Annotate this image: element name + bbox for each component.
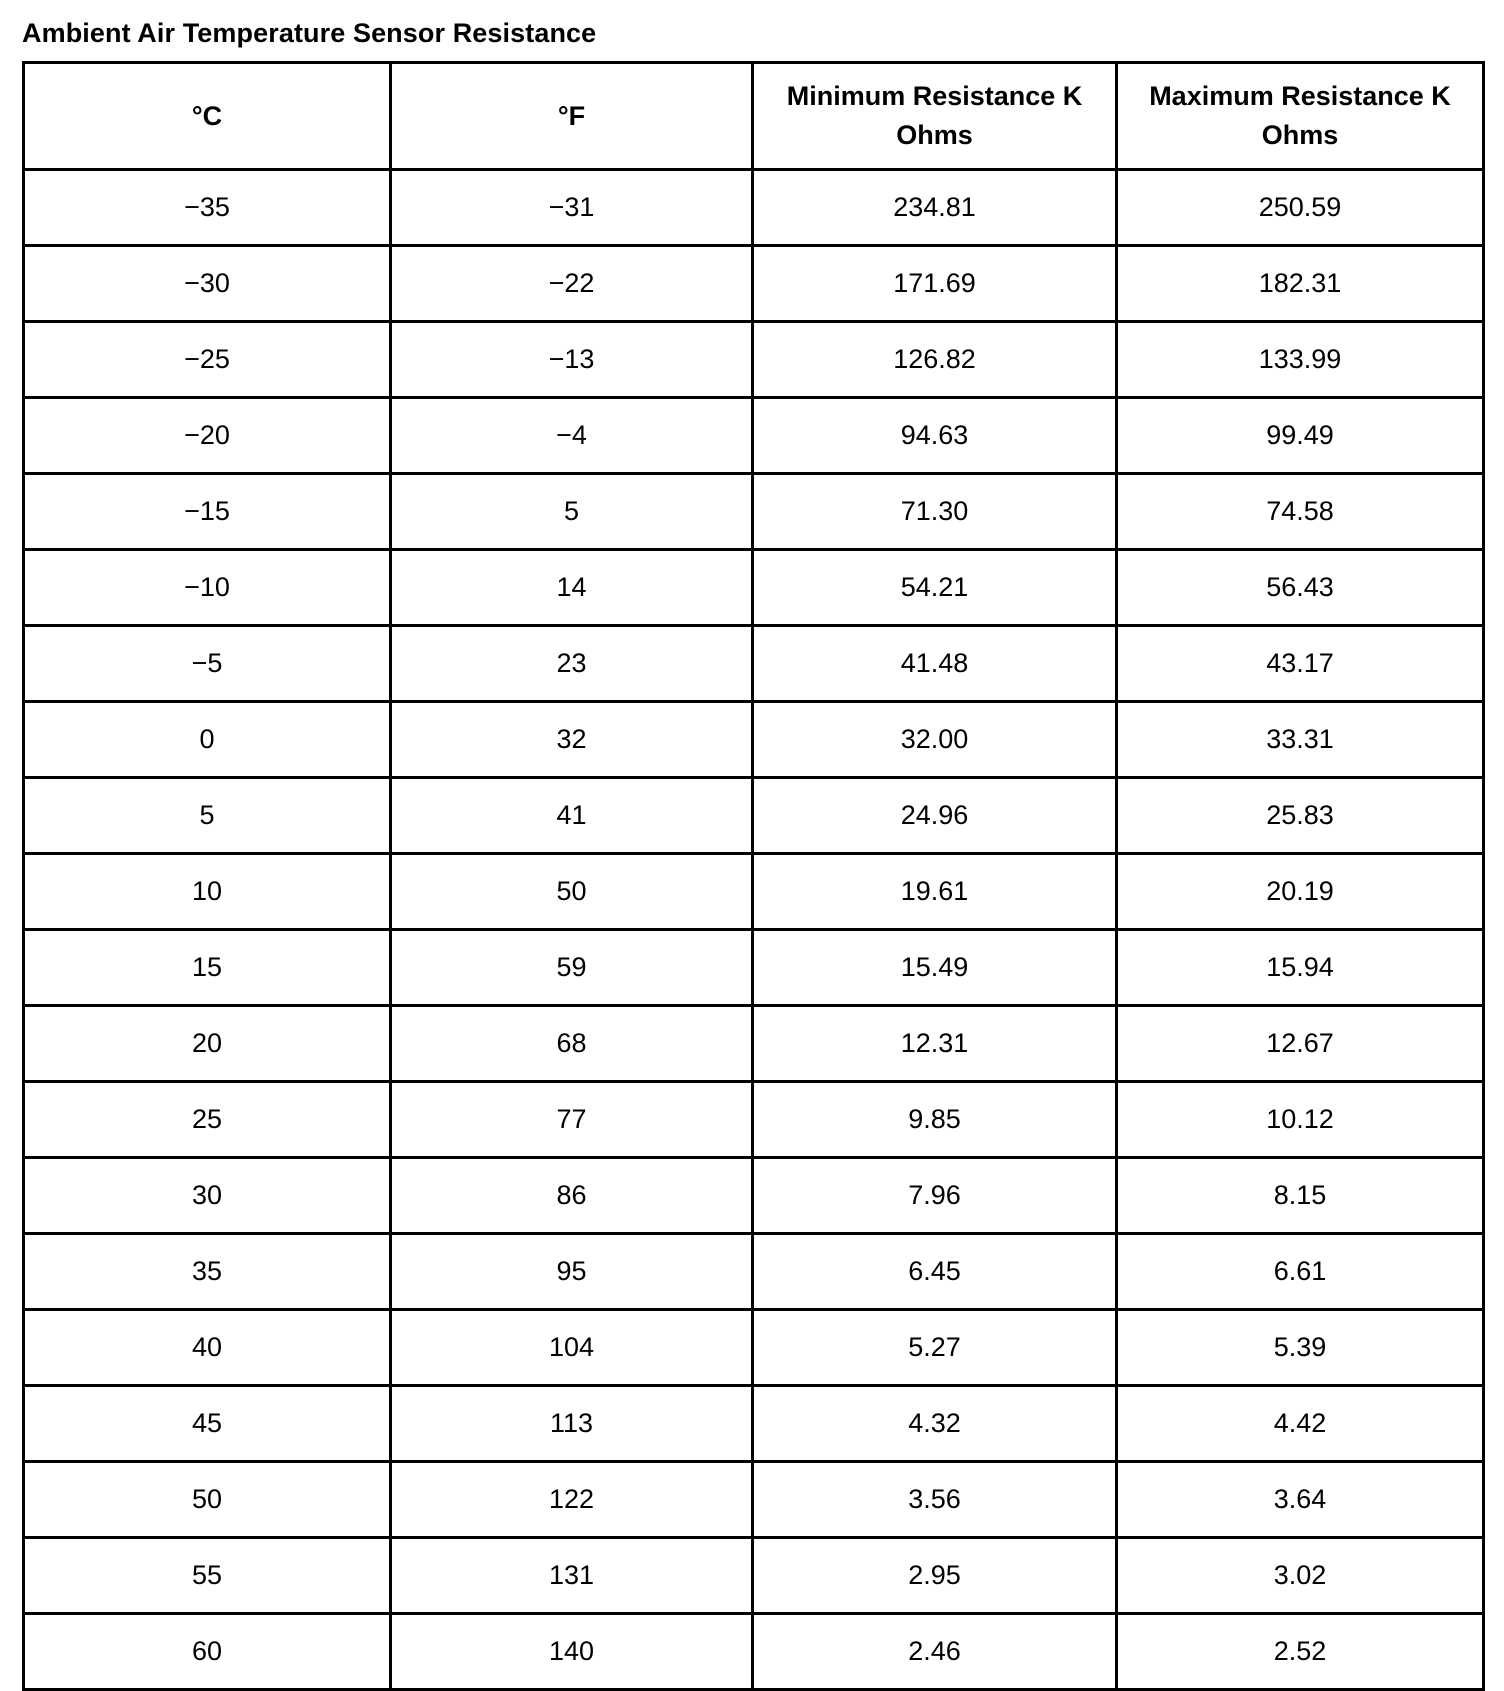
table-row bbox=[24, 246, 1484, 322]
celsius-cell: 15 bbox=[24, 930, 391, 1006]
max-resistance-cell: 6.61 bbox=[1117, 1234, 1484, 1310]
max-resistance-cell: 2.52 bbox=[1117, 1614, 1484, 1690]
resistance-table-container bbox=[22, 61, 1485, 1691]
min-resistance-cell: 41.48 bbox=[753, 626, 1117, 702]
min-resistance-cell: 54.21 bbox=[753, 550, 1117, 626]
celsius-cell: 10 bbox=[24, 854, 391, 930]
fahrenheit-cell: 41 bbox=[391, 778, 753, 854]
celsius-cell: −25 bbox=[24, 322, 391, 398]
fahrenheit-cell: −13 bbox=[391, 322, 753, 398]
celsius-cell: 5 bbox=[24, 778, 391, 854]
table-body bbox=[24, 170, 1484, 1690]
celsius-cell: 30 bbox=[24, 1158, 391, 1234]
max-resistance-cell: 133.99 bbox=[1117, 322, 1484, 398]
table-row bbox=[24, 702, 1484, 778]
max-resistance-cell: 33.31 bbox=[1117, 702, 1484, 778]
max-resistance-cell: 99.49 bbox=[1117, 398, 1484, 474]
table-row bbox=[24, 474, 1484, 550]
celsius-cell: 0 bbox=[24, 702, 391, 778]
min-resistance-cell: 6.45 bbox=[753, 1234, 1117, 1310]
resistance-table bbox=[22, 61, 1485, 1691]
table-row bbox=[24, 626, 1484, 702]
fahrenheit-cell: 77 bbox=[391, 1082, 753, 1158]
table-row bbox=[24, 1234, 1484, 1310]
fahrenheit-cell: 140 bbox=[391, 1614, 753, 1690]
header-max-resistance-label: Maximum Resistance K Ohms bbox=[1149, 81, 1451, 150]
max-resistance-cell: 43.17 bbox=[1117, 626, 1484, 702]
fahrenheit-cell: 113 bbox=[391, 1386, 753, 1462]
max-resistance-cell: 3.02 bbox=[1117, 1538, 1484, 1614]
header-celsius bbox=[24, 63, 391, 170]
table-row bbox=[24, 1310, 1484, 1386]
celsius-cell: −15 bbox=[24, 474, 391, 550]
max-resistance-cell: 250.59 bbox=[1117, 170, 1484, 246]
table-row bbox=[24, 1158, 1484, 1234]
min-resistance-cell: 234.81 bbox=[753, 170, 1117, 246]
table-row bbox=[24, 322, 1484, 398]
min-resistance-cell: 7.96 bbox=[753, 1158, 1117, 1234]
max-resistance-cell: 12.67 bbox=[1117, 1006, 1484, 1082]
celsius-cell: 50 bbox=[24, 1462, 391, 1538]
max-resistance-cell: 10.12 bbox=[1117, 1082, 1484, 1158]
fahrenheit-cell: 104 bbox=[391, 1310, 753, 1386]
fahrenheit-cell: −31 bbox=[391, 170, 753, 246]
min-resistance-cell: 2.46 bbox=[753, 1614, 1117, 1690]
max-resistance-cell: 25.83 bbox=[1117, 778, 1484, 854]
max-resistance-cell: 20.19 bbox=[1117, 854, 1484, 930]
table-row bbox=[24, 854, 1484, 930]
celsius-cell: 55 bbox=[24, 1538, 391, 1614]
max-resistance-cell: 3.64 bbox=[1117, 1462, 1484, 1538]
fahrenheit-cell: 59 bbox=[391, 930, 753, 1006]
table-row bbox=[24, 1538, 1484, 1614]
min-resistance-cell: 24.96 bbox=[753, 778, 1117, 854]
table-header-row bbox=[24, 63, 1484, 170]
celsius-cell: 45 bbox=[24, 1386, 391, 1462]
header-min-resistance bbox=[753, 63, 1117, 170]
fahrenheit-cell: −22 bbox=[391, 246, 753, 322]
min-resistance-cell: 15.49 bbox=[753, 930, 1117, 1006]
fahrenheit-cell: 5 bbox=[391, 474, 753, 550]
table-row bbox=[24, 1386, 1484, 1462]
table-row bbox=[24, 778, 1484, 854]
celsius-cell: 20 bbox=[24, 1006, 391, 1082]
min-resistance-cell: 12.31 bbox=[753, 1006, 1117, 1082]
celsius-cell: 40 bbox=[24, 1310, 391, 1386]
fahrenheit-cell: 14 bbox=[391, 550, 753, 626]
table-row bbox=[24, 930, 1484, 1006]
min-resistance-cell: 19.61 bbox=[753, 854, 1117, 930]
celsius-cell: −35 bbox=[24, 170, 391, 246]
fahrenheit-cell: 68 bbox=[391, 1006, 753, 1082]
celsius-cell: −5 bbox=[24, 626, 391, 702]
page-title: Ambient Air Temperature Sensor Resistance bbox=[22, 18, 597, 48]
max-resistance-cell: 74.58 bbox=[1117, 474, 1484, 550]
min-resistance-cell: 4.32 bbox=[753, 1386, 1117, 1462]
fahrenheit-cell: 50 bbox=[391, 854, 753, 930]
min-resistance-cell: 9.85 bbox=[753, 1082, 1117, 1158]
fahrenheit-cell: −4 bbox=[391, 398, 753, 474]
max-resistance-cell: 15.94 bbox=[1117, 930, 1484, 1006]
min-resistance-cell: 2.95 bbox=[753, 1538, 1117, 1614]
table-row bbox=[24, 1082, 1484, 1158]
header-celsius-label: °C bbox=[191, 100, 223, 131]
min-resistance-cell: 71.30 bbox=[753, 474, 1117, 550]
table-row bbox=[24, 1462, 1484, 1538]
table-row bbox=[24, 398, 1484, 474]
celsius-cell: −30 bbox=[24, 246, 391, 322]
header-min-resistance-label: Minimum Resistance K Ohms bbox=[786, 81, 1083, 150]
celsius-cell: −20 bbox=[24, 398, 391, 474]
max-resistance-cell: 8.15 bbox=[1117, 1158, 1484, 1234]
min-resistance-cell: 32.00 bbox=[753, 702, 1117, 778]
fahrenheit-cell: 86 bbox=[391, 1158, 753, 1234]
min-resistance-cell: 94.63 bbox=[753, 398, 1117, 474]
fahrenheit-cell: 23 bbox=[391, 626, 753, 702]
min-resistance-cell: 5.27 bbox=[753, 1310, 1117, 1386]
min-resistance-cell: 3.56 bbox=[753, 1462, 1117, 1538]
max-resistance-cell: 182.31 bbox=[1117, 246, 1484, 322]
celsius-cell: −10 bbox=[24, 550, 391, 626]
max-resistance-cell: 5.39 bbox=[1117, 1310, 1484, 1386]
max-resistance-cell: 4.42 bbox=[1117, 1386, 1484, 1462]
fahrenheit-cell: 131 bbox=[391, 1538, 753, 1614]
fahrenheit-cell: 122 bbox=[391, 1462, 753, 1538]
fahrenheit-cell: 95 bbox=[391, 1234, 753, 1310]
header-fahrenheit-label: °F bbox=[557, 100, 586, 131]
table-row bbox=[24, 550, 1484, 626]
table-row bbox=[24, 170, 1484, 246]
header-fahrenheit bbox=[391, 63, 753, 170]
celsius-cell: 60 bbox=[24, 1614, 391, 1690]
celsius-cell: 35 bbox=[24, 1234, 391, 1310]
table-row bbox=[24, 1614, 1484, 1690]
fahrenheit-cell: 32 bbox=[391, 702, 753, 778]
celsius-cell: 25 bbox=[24, 1082, 391, 1158]
min-resistance-cell: 126.82 bbox=[753, 322, 1117, 398]
min-resistance-cell: 171.69 bbox=[753, 246, 1117, 322]
table-row bbox=[24, 1006, 1484, 1082]
header-max-resistance bbox=[1117, 63, 1484, 170]
max-resistance-cell: 56.43 bbox=[1117, 550, 1484, 626]
